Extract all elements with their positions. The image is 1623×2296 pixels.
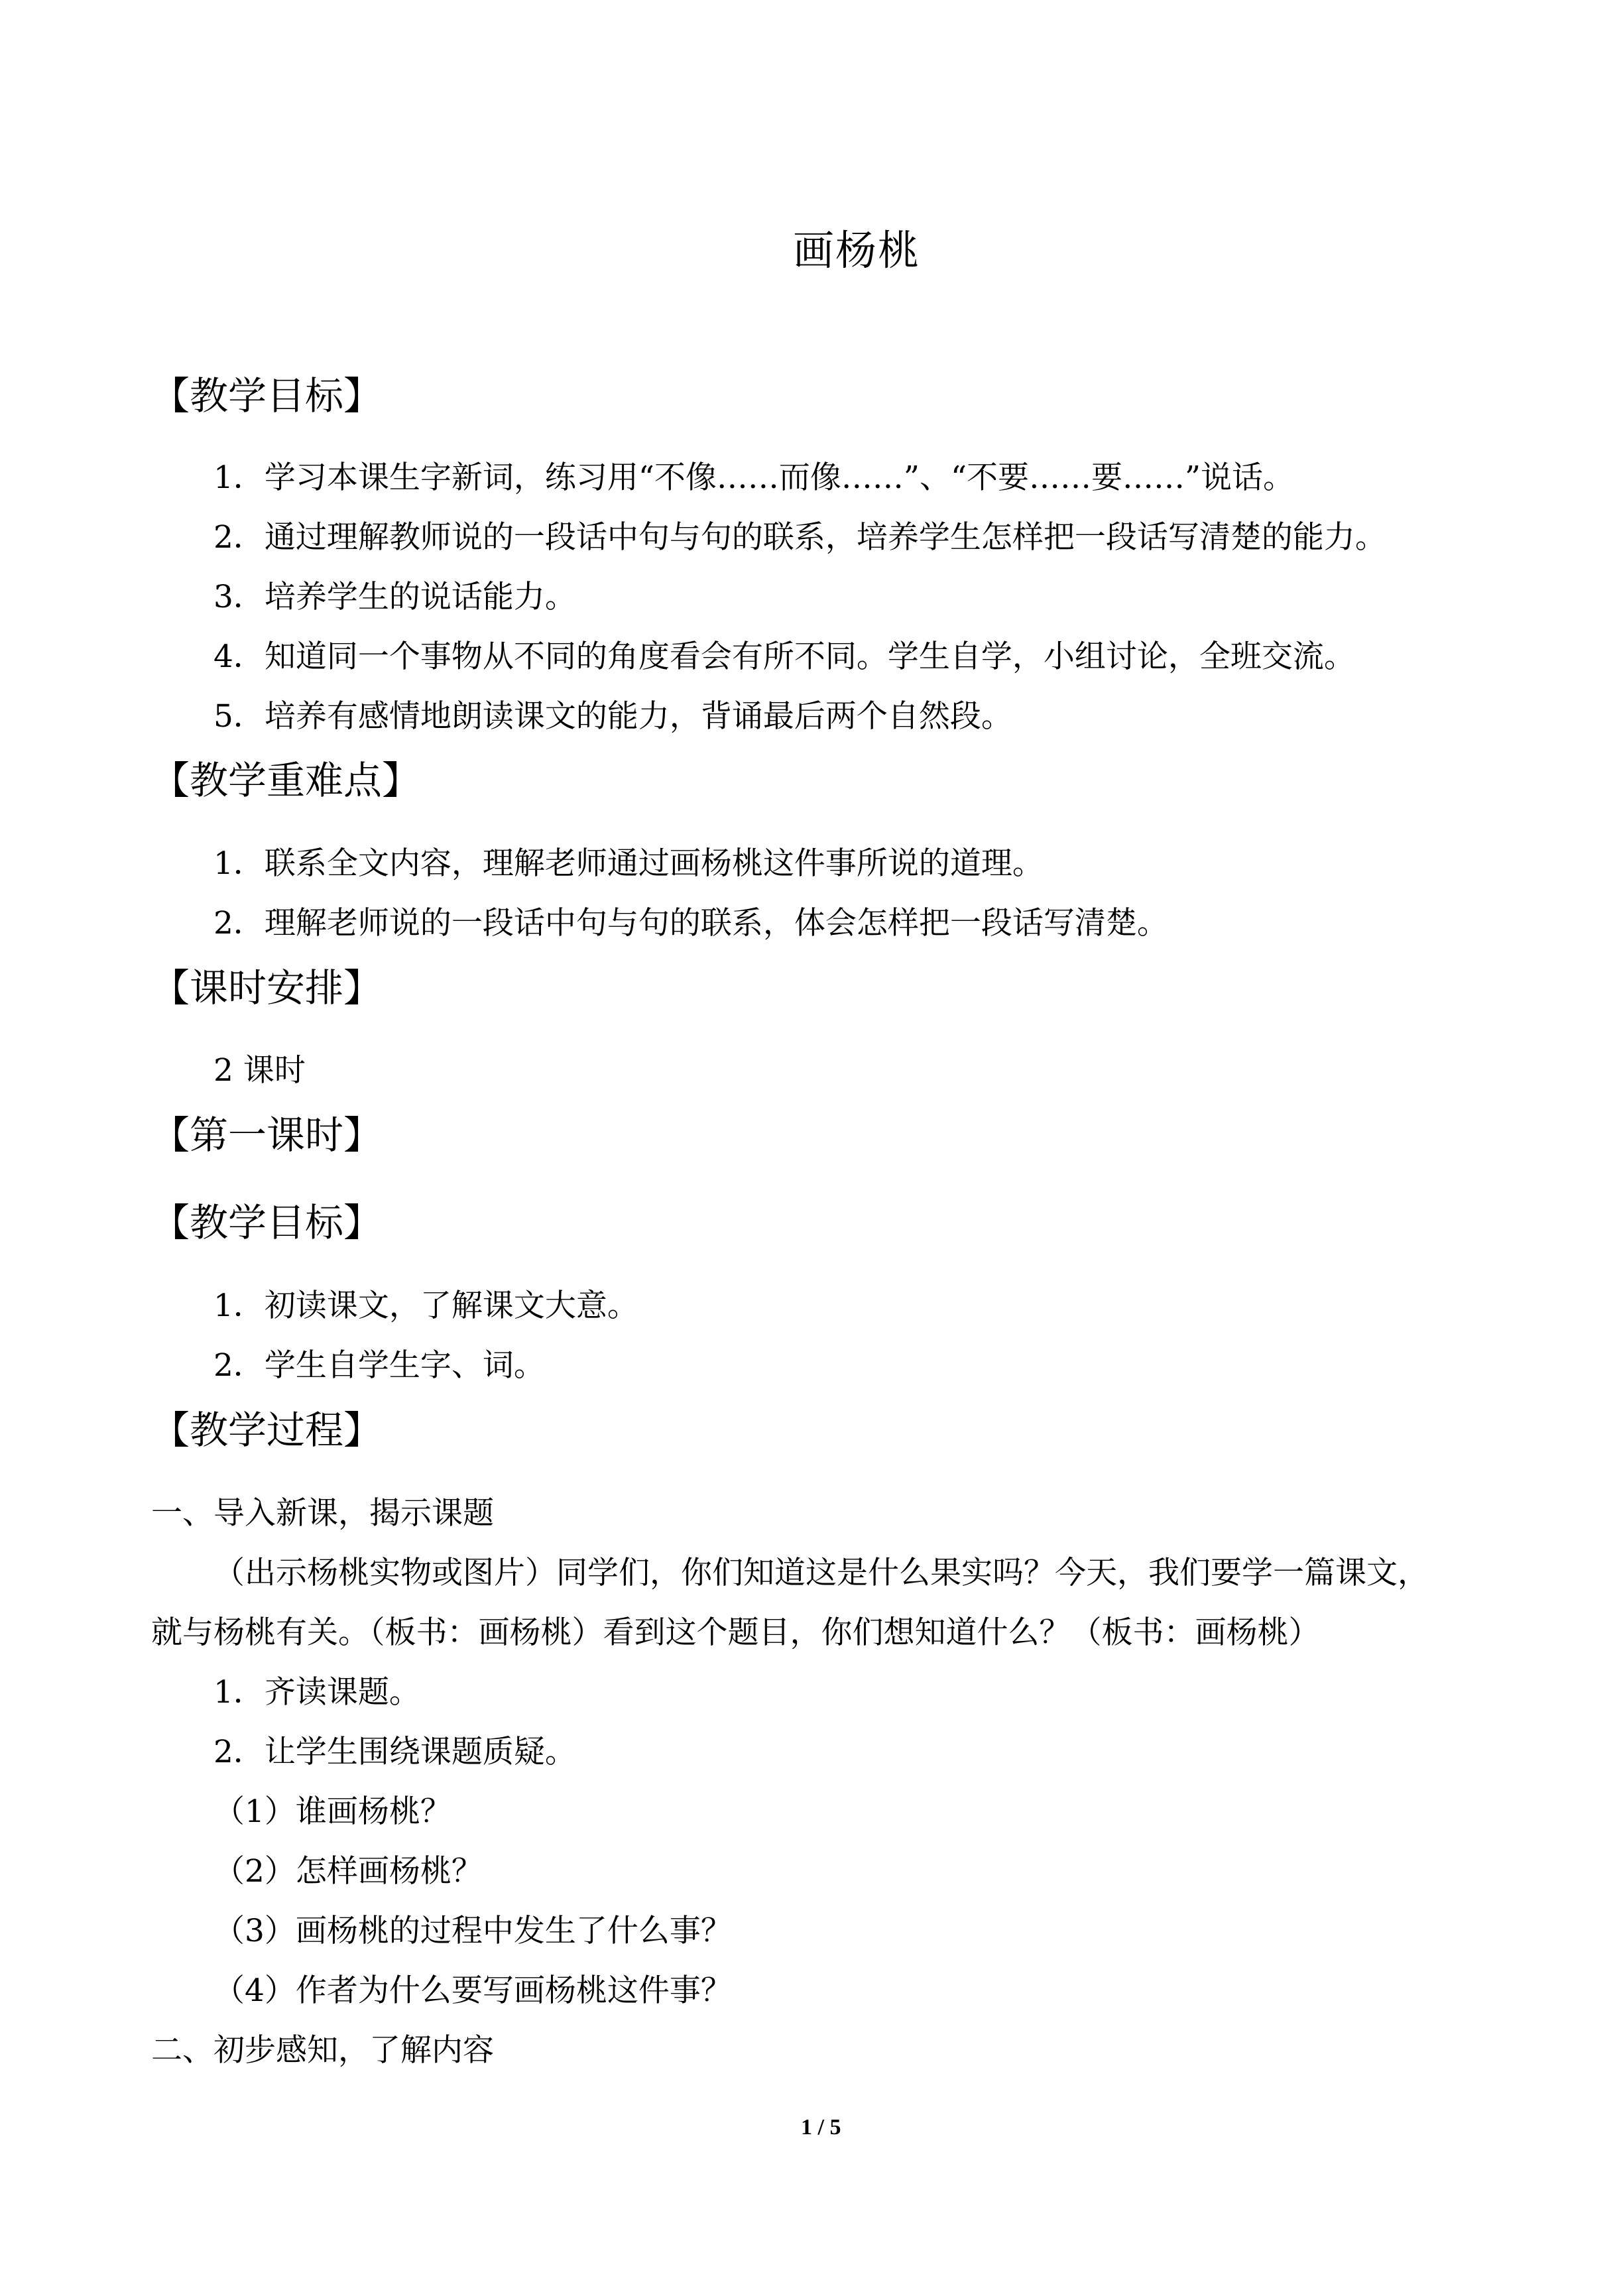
section-heading-schedule: 【课时安排】: [151, 965, 383, 1010]
list-item: 1．初读课文，了解课文大意。: [213, 1288, 638, 1324]
question-item: （4）作者为什么要写画杨桃这件事？: [213, 1972, 732, 2009]
section-heading-lesson-goals: 【教学目标】: [151, 1200, 383, 1245]
page-number: 1 / 5: [801, 2115, 841, 2140]
list-item: 2．学生自学生字、词。: [213, 1347, 545, 1384]
list-item: 1．学习本课生字新词，练习用“不像……而像……”、“不要……要……”说话。: [213, 459, 1295, 496]
section-heading-first-lesson: 【第一课时】: [151, 1113, 383, 1158]
question-item: （2）怎样画杨桃？: [213, 1853, 483, 1890]
schedule-text: 2 课时: [213, 1052, 306, 1089]
section-heading-process: 【教学过程】: [151, 1408, 383, 1453]
list-item: 3．培养学生的说话能力。: [213, 579, 576, 615]
paragraph-line: 就与杨桃有关。（板书：画杨桃）看到这个题目，你们想知道什么？（板书：画杨桃）: [151, 1614, 1320, 1651]
question-item: （3）画杨桃的过程中发生了什么事？: [213, 1913, 732, 1949]
question-item: （1）谁画杨桃？: [213, 1793, 451, 1830]
page-title: 画杨桃: [793, 226, 921, 274]
paragraph-line: （出示杨桃实物或图片）同学们，你们知道这是什么果实吗？今天，我们要学一篇课文，: [213, 1555, 1429, 1591]
step-title: 二、初步感知，了解内容: [151, 2032, 494, 2069]
step-title: 一、导入新课，揭示课题: [151, 1495, 494, 1532]
list-item: 1．齐读课题。: [213, 1674, 420, 1711]
list-item: 2．理解老师说的一段话中句与句的联系，体会怎样把一段话写清楚。: [213, 905, 1168, 941]
list-item: 2．通过理解教师说的一段话中句与句的联系，培养学生怎样把一段话写清楚的能力。: [213, 519, 1386, 556]
list-item: 5．培养有感情地朗读课文的能力，背诵最后两个自然段。: [213, 698, 1012, 735]
list-item: 1．联系全文内容，理解老师通过画杨桃这件事所说的道理。: [213, 845, 1044, 882]
list-item: 2．让学生围绕课题质疑。: [213, 1734, 576, 1770]
section-heading-key-points: 【教学重难点】: [151, 758, 421, 803]
list-item: 4．知道同一个事物从不同的角度看会有所不同。学生自学，小组讨论，全班交流。: [213, 638, 1355, 675]
section-heading-teaching-goals: 【教学目标】: [151, 373, 383, 418]
